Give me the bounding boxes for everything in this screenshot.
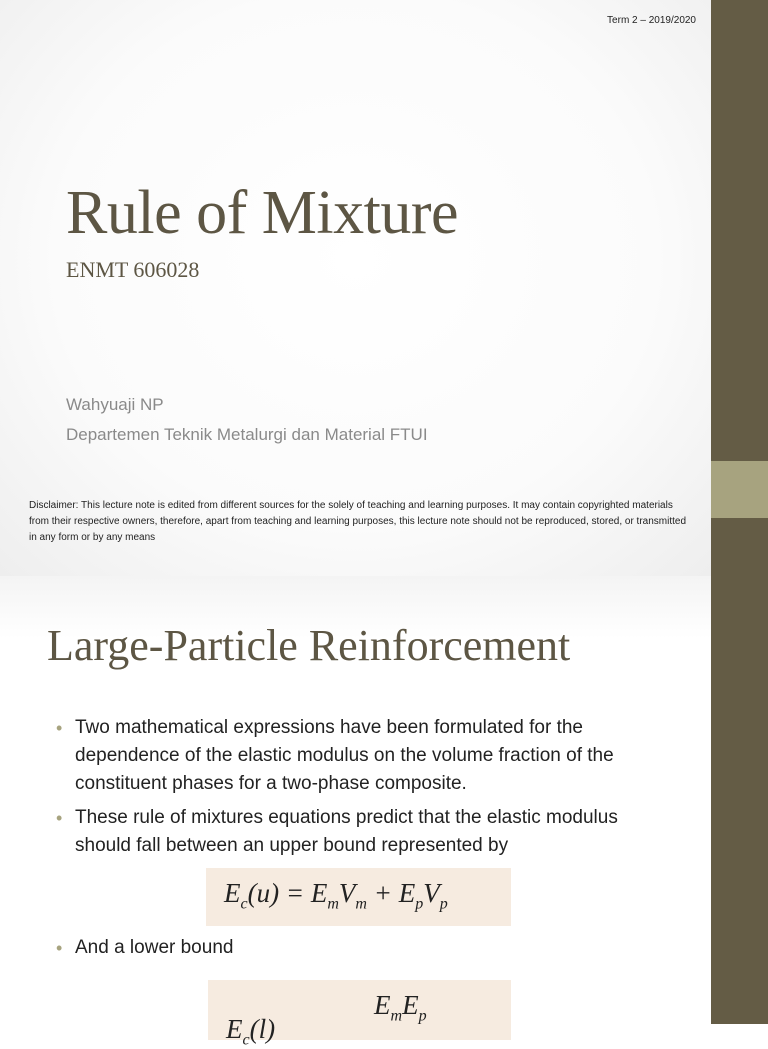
lower-bound-formula [208,980,511,1049]
author-name: Wahyuaji NP [66,395,164,414]
author-block [66,390,428,450]
formula-lhs: $E_c(l)$ [226,1014,276,1049]
list-item [56,934,233,962]
slide-1-sidebar-accent [711,461,768,518]
bullet-list [56,714,676,866]
list-item [56,714,676,798]
bullet-text: And a lower bound [75,937,234,958]
upper-bound-formula: $E_c(u) = E_mV_m + E_pV_p$ [206,868,511,926]
bullet-dot-icon: • [56,718,63,738]
course-code: ENMT 606028 [66,257,200,282]
bullet-dot-icon: • [56,938,63,958]
slide-2-title: Large-Particle Reinforcement [47,621,571,670]
disclaimer-text: Disclaimer: This lecture note is edited from different sources for the solely of teaching and learning purposes. It may contain copyrighted materials from their respective owners, therefore, apart from teaching and learning purposes, this lecture note should not be reproduced, stored, or transmitted in any form or by any means [29,500,687,543]
list-item [56,804,676,860]
department-name: Departemen Teknik Metalurgi dan Material FTUI [66,425,428,444]
bullet-text: Two mathematical expressions have been formulated for the dependence of the elastic modulus on the volume fraction of the constituent phases for a two-phase composite. [75,717,614,794]
bullet-dot-icon: • [56,808,63,828]
slide-2-sidebar [711,576,768,1024]
formula-numerator: $E_mE_p$ [374,990,427,1025]
term-label: Term 2 – 2019/2020 [607,15,696,26]
bullet-text: These rule of mixtures equations predict that the elastic modulus should fall between an upper bound represented by [75,807,618,856]
slide-1-title: Rule of Mixture [66,179,458,247]
